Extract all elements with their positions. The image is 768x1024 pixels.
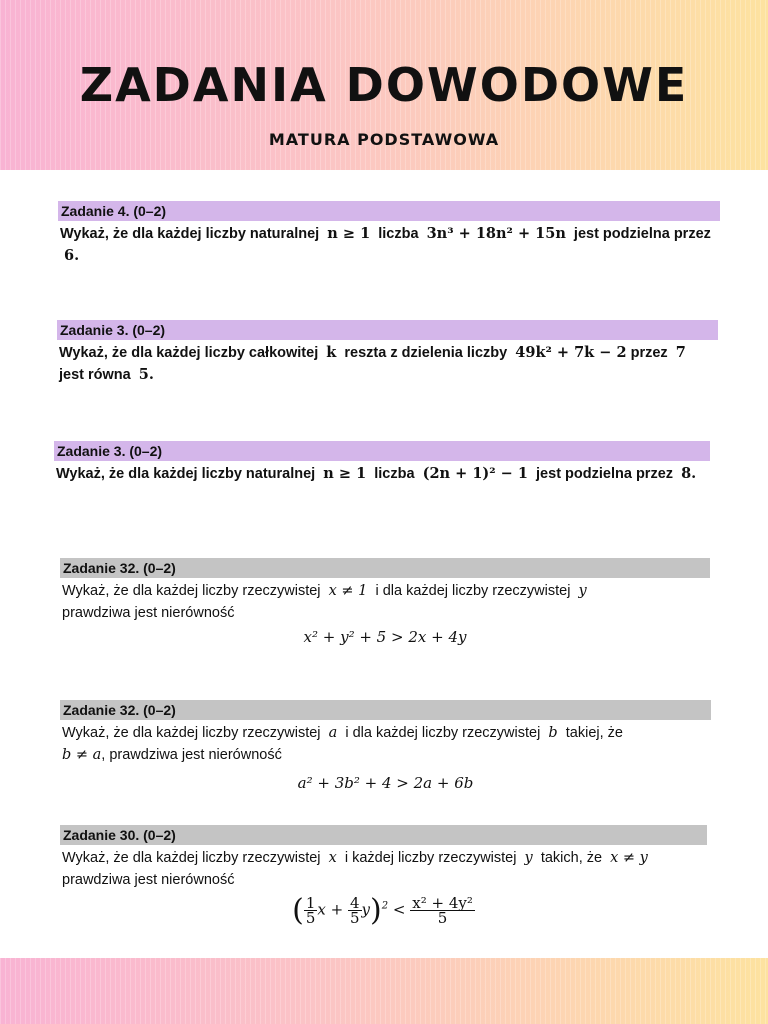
task-text-part: i każdej liczby rzeczywistej: [344, 850, 517, 866]
math-expression: (2n + 1)² − 1: [422, 465, 528, 482]
task-text-part: reszta z dzielenia liczby: [344, 345, 508, 361]
paren-close: ): [370, 893, 382, 928]
math-expression: y: [578, 583, 587, 599]
task-text-part: prawdziwa jest nierówność: [62, 872, 235, 888]
fraction-denominator: 5: [437, 909, 448, 927]
task-text-part: liczba: [378, 226, 419, 242]
fraction-numerator: x² + 4y²: [412, 894, 473, 912]
fraction-numerator: 4: [349, 894, 360, 912]
task-header: Zadanie 3. (0–2): [54, 441, 710, 461]
task-card: [54, 441, 710, 485]
math-expression: x ≠ 1: [328, 583, 368, 599]
math-expression: 7: [675, 344, 686, 361]
inequality-formula: [60, 893, 707, 928]
task-header: Zadanie 32. (0–2): [60, 558, 710, 578]
footer-banner: [0, 958, 768, 1024]
task-text-part: jest podzielna przez: [536, 466, 674, 482]
task-text-part: i dla każdej liczby rzeczywistej: [375, 583, 571, 599]
math-expression: x: [328, 850, 337, 866]
math-expression: n ≥ 1: [327, 225, 371, 242]
task-text-part: i dla każdej liczby rzeczywistej: [345, 725, 541, 741]
task-text-part: Wykaż, że dla każdej liczby naturalnej: [60, 226, 320, 242]
header-banner: [0, 0, 768, 170]
math-expression: 6.: [64, 247, 80, 264]
task-text-part: takiej, że: [565, 725, 623, 741]
task-text-part: prawdziwa jest nierówność: [62, 605, 235, 621]
math-expression: y: [524, 850, 533, 866]
task-text-part: takich, że: [540, 850, 603, 866]
fraction-denominator: 5: [305, 909, 316, 927]
formula-operator: <: [392, 900, 406, 919]
formula-term: y: [361, 900, 371, 919]
fraction-denominator: 5: [349, 909, 360, 927]
task-text: [57, 342, 718, 386]
task-text-part: Wykaż, że dla każdej liczby całkowitej: [59, 345, 319, 361]
task-text-part: Wykaż, że dla każdej liczby rzeczywistej: [62, 725, 321, 741]
fraction: [348, 896, 362, 925]
math-expression: n ≥ 1: [323, 465, 367, 482]
task-text-part: Wykaż, że dla każdej liczby rzeczywistej: [62, 850, 321, 866]
fraction-numerator: 1: [305, 894, 316, 912]
math-expression: x ≠ y: [610, 850, 648, 866]
task-card: [58, 201, 720, 267]
task-header: Zadanie 4. (0–2): [58, 201, 720, 221]
page-title: ZADANIA DOWODOWE: [79, 58, 689, 112]
math-expression: 5.: [138, 366, 154, 383]
task-card: [60, 825, 707, 928]
inequality-formula: a² + 3b² + 4 > 2a + 6b: [297, 774, 474, 792]
math-expression: 8.: [681, 465, 697, 482]
task-text-part: , prawdziwa jest nierówność: [101, 747, 282, 763]
task-text: [54, 463, 710, 485]
inequality-formula: x² + y² + 5 > 2x + 4y: [303, 628, 467, 646]
math-expression: b: [548, 725, 558, 741]
page-subtitle: MATURA PODSTAWOWA: [268, 130, 500, 149]
task-header: Zadanie 32. (0–2): [60, 700, 711, 720]
task-card: [57, 320, 718, 386]
task-text-part: jest podzielna przez: [573, 226, 711, 242]
formula-term: x +: [317, 900, 344, 919]
math-expression: k: [326, 344, 337, 361]
task-text: [60, 580, 710, 624]
math-expression: 3n³ + 18n² + 15n: [426, 225, 566, 242]
paren-open: (: [292, 893, 304, 928]
task-text-part: przez: [630, 345, 668, 361]
exponent: 2: [381, 900, 389, 912]
task-text: [60, 847, 707, 891]
task-card: [60, 700, 711, 792]
task-text: [58, 223, 720, 267]
math-expression: a: [328, 725, 338, 741]
task-text-part: Wykaż, że dla każdej liczby naturalnej: [56, 466, 316, 482]
task-text-part: jest równa: [59, 367, 131, 383]
task-text-part: liczba: [374, 466, 415, 482]
math-expression: 49k² + 7k − 2: [515, 344, 627, 361]
fraction: [304, 896, 318, 925]
task-text: [60, 722, 711, 766]
task-header: Zadanie 3. (0–2): [57, 320, 718, 340]
task-card: [60, 558, 710, 646]
task-header: Zadanie 30. (0–2): [60, 825, 707, 845]
math-expression: b ≠ a: [62, 747, 102, 763]
fraction: [410, 896, 475, 925]
task-text-part: Wykaż, że dla każdej liczby rzeczywistej: [62, 583, 321, 599]
